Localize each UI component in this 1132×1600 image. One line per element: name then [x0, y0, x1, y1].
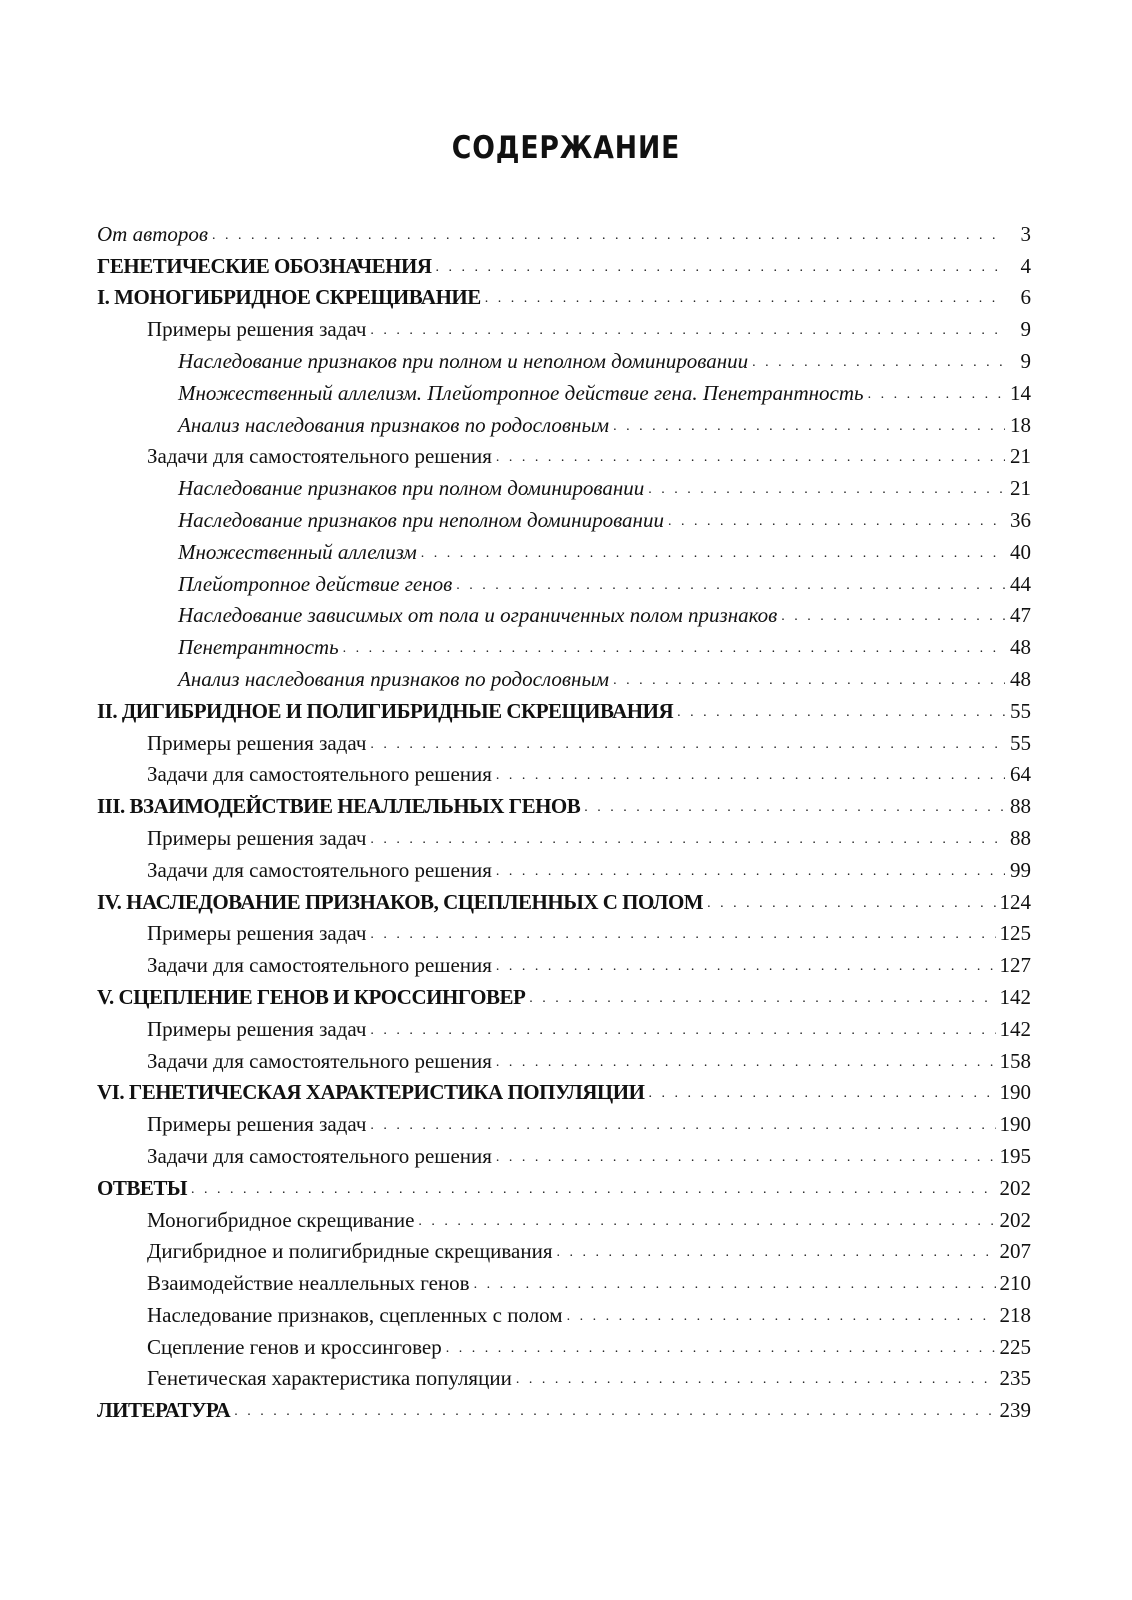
toc-entry — [97, 406, 1031, 438]
dot-leader — [370, 833, 1005, 851]
toc-entry-title: Наследование признаков, сцепленных с полом — [147, 1302, 563, 1327]
toc-entry-title: Наследование признаков при полном и неполном доминировании — [178, 348, 749, 373]
toc-entry-title: ГЕНЕТИЧЕСКИЕ ОБОЗНАЧЕНИЯ — [97, 253, 432, 278]
toc-entry — [97, 1105, 1031, 1137]
toc-page-number: 202 — [999, 1175, 1031, 1200]
toc-page-number: 195 — [999, 1143, 1031, 1168]
toc-page-number: 3 — [1020, 221, 1031, 246]
toc-page-number: 36 — [1010, 507, 1031, 532]
toc-entry — [97, 851, 1031, 883]
toc-entry — [97, 565, 1031, 597]
toc-entry-title: Примеры решения задач — [147, 1112, 367, 1137]
toc-entry-title: III. ВЗАИМОДЕЙСТВИЕ НЕАЛЛЕЛЬНЫХ ГЕНОВ — [97, 794, 581, 819]
page-title: СОДЕРЖАНИЕ — [451, 130, 681, 166]
toc-entry — [97, 692, 1031, 724]
toc-entry — [97, 1074, 1031, 1106]
toc-entry — [97, 342, 1031, 374]
toc-entry-title: Задачи для самостоятельного решения — [147, 444, 492, 469]
toc-entry — [97, 915, 1031, 947]
toc-entry-title: Множественный аллелизм. Плейотропное действие гена. Пенетрантность — [178, 380, 864, 405]
dot-leader — [556, 1246, 995, 1264]
toc-entry-title: От авторов — [97, 221, 208, 246]
dot-leader — [567, 1310, 996, 1328]
toc-entry-title: Дигибридное и полигибридные скрещивания — [147, 1239, 553, 1264]
dot-leader — [191, 1183, 996, 1201]
toc-page-number: 225 — [999, 1334, 1031, 1359]
dot-leader — [370, 738, 1005, 756]
dot-leader — [584, 801, 1005, 819]
toc-entry — [97, 469, 1031, 501]
toc-entry-title: Множественный аллелизм — [178, 539, 417, 564]
toc-page-number: 55 — [1010, 730, 1031, 755]
toc-entry-title: Задачи для самостоятельного решения — [147, 1143, 492, 1168]
toc-entry-title: Примеры решения задач — [147, 730, 367, 755]
toc-entry-title: Взаимодействие неаллельных генов — [147, 1271, 470, 1296]
dot-leader — [421, 547, 1005, 565]
toc-page-number: 88 — [1010, 825, 1031, 850]
toc-page-number: 9 — [1020, 317, 1031, 342]
toc-page-number: 99 — [1010, 857, 1031, 882]
dot-leader — [485, 292, 1005, 310]
dot-leader — [370, 1024, 995, 1042]
dot-leader — [456, 579, 1005, 597]
table-of-contents — [97, 215, 1031, 1423]
toc-entry — [97, 1201, 1031, 1233]
toc-entry — [97, 374, 1031, 406]
dot-leader — [781, 610, 1005, 628]
toc-page-number: 207 — [999, 1239, 1031, 1264]
toc-entry-title: Примеры решения задач — [147, 317, 367, 342]
toc-page-number: 6 — [1020, 285, 1031, 310]
toc-entry — [97, 756, 1031, 788]
toc-page-number: 55 — [1010, 698, 1031, 723]
toc-page-number: 127 — [999, 953, 1031, 978]
toc-entry — [97, 1328, 1031, 1360]
toc-page-number: 125 — [999, 921, 1031, 946]
dot-leader — [474, 1278, 996, 1296]
toc-page-number: 239 — [999, 1398, 1031, 1423]
toc-entry-title: Задачи для самостоятельного решения — [147, 953, 492, 978]
toc-entry — [97, 787, 1031, 819]
toc-page-number: 64 — [1010, 762, 1031, 787]
toc-page-number: 21 — [1010, 444, 1031, 469]
toc-entry-title: Сцепление генов и кроссинговер — [147, 1334, 442, 1359]
toc-entry-title: V. СЦЕПЛЕНИЕ ГЕНОВ И КРОССИНГОВЕР — [97, 984, 526, 1009]
dot-leader — [343, 642, 1005, 660]
toc-entry-title: Наследование зависимых от пола и ограниченных полом признаков — [178, 603, 778, 628]
toc-page-number: 21 — [1010, 476, 1031, 501]
toc-page-number: 44 — [1010, 571, 1031, 596]
toc-entry-title: Примеры решения задач — [147, 1016, 367, 1041]
toc-page-number: 124 — [999, 889, 1031, 914]
toc-entry-title: Примеры решения задач — [147, 825, 367, 850]
dot-leader — [613, 674, 1005, 692]
toc-entry — [97, 724, 1031, 756]
toc-entry — [97, 819, 1031, 851]
dot-leader — [370, 928, 995, 946]
dot-leader — [613, 420, 1005, 438]
toc-entry — [97, 946, 1031, 978]
dot-leader — [648, 1087, 995, 1105]
toc-entry-title: Задачи для самостоятельного решения — [147, 762, 492, 787]
toc-entry — [97, 310, 1031, 342]
toc-entry — [97, 978, 1031, 1010]
toc-entry-title: VI. ГЕНЕТИЧЕСКАЯ ХАРАКТЕРИСТИКА ПОПУЛЯЦИИ — [97, 1080, 645, 1105]
toc-entry-title: Генетическая характеристика популяции — [147, 1366, 512, 1391]
toc-entry — [97, 1391, 1031, 1423]
toc-page-number: 48 — [1010, 635, 1031, 660]
toc-entry-title: Примеры решения задач — [147, 921, 367, 946]
toc-entry — [97, 279, 1031, 311]
dot-leader — [648, 483, 1005, 501]
toc-entry — [97, 438, 1031, 470]
dot-leader — [868, 388, 1005, 406]
dot-leader — [436, 261, 1005, 279]
toc-entry — [97, 660, 1031, 692]
toc-entry-title: Анализ наследования признаков по родословным — [178, 412, 610, 437]
toc-entry-title: I. МОНОГИБРИДНОЕ СКРЕЩИВАНИЕ — [97, 285, 481, 310]
toc-entry — [97, 247, 1031, 279]
toc-entry — [97, 1264, 1031, 1296]
toc-entry-title: Задачи для самостоятельного решения — [147, 857, 492, 882]
toc-page-number: 142 — [999, 1016, 1031, 1041]
dot-leader — [212, 229, 1005, 247]
dot-leader — [677, 706, 1005, 724]
dot-leader — [752, 356, 1005, 374]
toc-entry-title: Плейотропное действие генов — [178, 571, 453, 596]
toc-page-number: 14 — [1010, 380, 1031, 405]
dot-leader — [707, 897, 995, 915]
toc-entry-title: ЛИТЕРАТУРА — [97, 1398, 231, 1423]
toc-entry — [97, 1360, 1031, 1392]
dot-leader — [418, 1215, 995, 1233]
dot-leader — [496, 769, 1005, 787]
dot-leader — [496, 451, 1005, 469]
toc-entry-title: Наследование признаков при неполном доминировании — [178, 507, 664, 532]
toc-entry — [97, 883, 1031, 915]
toc-entry — [97, 215, 1031, 247]
toc-entry — [97, 1296, 1031, 1328]
toc-entry-title: Задачи для самостоятельного решения — [147, 1048, 492, 1073]
toc-page-number: 4 — [1020, 253, 1031, 278]
dot-leader — [529, 992, 995, 1010]
toc-entry — [97, 597, 1031, 629]
toc-page-number: 40 — [1010, 539, 1031, 564]
toc-page-number: 18 — [1010, 412, 1031, 437]
toc-page-number: 235 — [999, 1366, 1031, 1391]
toc-entry-title: Наследование признаков при полном доминировании — [178, 476, 645, 501]
dot-leader — [370, 324, 1005, 342]
toc-entry — [97, 501, 1031, 533]
toc-page-number: 218 — [999, 1302, 1031, 1327]
dot-leader — [496, 865, 1005, 883]
dot-leader — [370, 1119, 995, 1137]
toc-entry-title: Моногибридное скрещивание — [147, 1207, 415, 1232]
dot-leader — [446, 1342, 996, 1360]
toc-entry — [97, 533, 1031, 565]
toc-page-number: 48 — [1010, 666, 1031, 691]
dot-leader — [516, 1373, 996, 1391]
toc-entry — [97, 1137, 1031, 1169]
toc-entry-title: Анализ наследования признаков по родословным — [178, 666, 610, 691]
toc-entry-title: Пенетрантность — [178, 635, 339, 660]
toc-page-number: 158 — [999, 1048, 1031, 1073]
dot-leader — [234, 1405, 995, 1423]
dot-leader — [668, 515, 1005, 533]
toc-entry-title: IV. НАСЛЕДОВАНИЕ ПРИЗНАКОВ, СЦЕПЛЕННЫХ С ПОЛОМ — [97, 889, 704, 914]
toc-entry-title: ОТВЕТЫ — [97, 1175, 187, 1200]
dot-leader — [496, 1151, 996, 1169]
toc-page-number: 190 — [999, 1080, 1031, 1105]
toc-entry-title: II. ДИГИБРИДНОЕ И ПОЛИГИБРИДНЫЕ СКРЕЩИВАНИЯ — [97, 698, 674, 723]
toc-entry — [97, 628, 1031, 660]
toc-entry — [97, 1233, 1031, 1265]
toc-page-number: 190 — [999, 1112, 1031, 1137]
toc-entry — [97, 1169, 1031, 1201]
toc-entry — [97, 1010, 1031, 1042]
toc-page-number: 9 — [1020, 348, 1031, 373]
toc-entry — [97, 1042, 1031, 1074]
toc-page-number: 202 — [999, 1207, 1031, 1232]
toc-page-number: 142 — [999, 984, 1031, 1009]
dot-leader — [496, 1056, 996, 1074]
dot-leader — [496, 960, 996, 978]
toc-page-number: 88 — [1010, 794, 1031, 819]
toc-page-number: 210 — [999, 1271, 1031, 1296]
toc-page-number: 47 — [1010, 603, 1031, 628]
